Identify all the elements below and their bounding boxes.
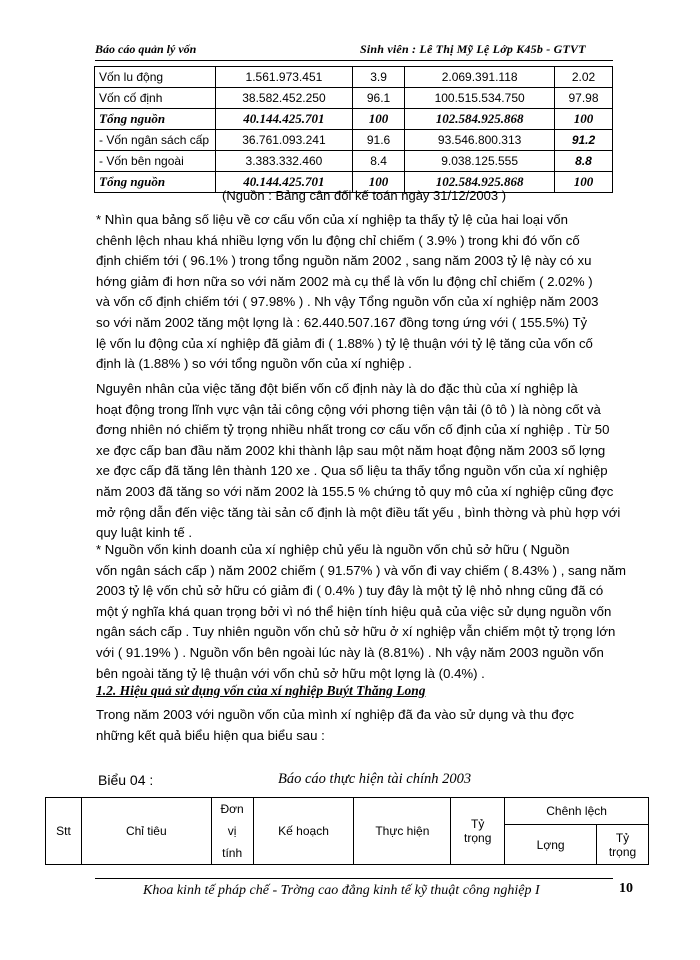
header-ty-trong-l1: Tỷ — [471, 817, 485, 831]
text-line: so với năm 2002 tăng một lợng là : 62.440.507.167 đồng tơng ứng với ( 155.5%) Tỷ — [96, 314, 588, 330]
header-ty-trong-l2: trọng — [464, 831, 492, 845]
text-line: đơng nhiên nó chiếm tỷ trọng nhiều nhất trong cơ cấu vốn cố định của xí nghiệp . Từ 50 — [96, 422, 610, 438]
table-row — [95, 130, 613, 151]
table-label: Biểu 04 : — [98, 772, 154, 788]
cell-p2002: 8.4 — [352, 151, 404, 172]
text-line: một ý nghĩa khá quan trọng bởi vì nó thể hiện tính hiệu quả của việc sử dụng nguồn vốn — [96, 603, 612, 619]
text-line: định là (1.88% ) so với tổng nguồn vốn của xí nghiệp . — [96, 356, 412, 372]
source-note: (Nguồn : Bảng cân đối kế toán ngày 31/12/2003 ) — [222, 188, 507, 203]
header-cl-ty-l2: trọng — [608, 844, 637, 859]
cell-v2002: 3.383.332.460 — [216, 151, 353, 172]
cell-v2003: 9.038.125.555 — [405, 151, 555, 172]
cell-v2003: 102.584.925.868 — [405, 109, 555, 130]
footer-text: Khoa kinh tế pháp chế - Trờng cao đẳng kinh tế kỹ thuật công nghiệp I — [143, 883, 540, 898]
paragraph-3 — [96, 540, 626, 684]
header-thuc-hien: Thực hiện — [354, 798, 451, 865]
text-line: với ( 91.19% ) . Nguồn vốn bên ngoài lúc này là (8.81%) . Nh vậy năm 2003 nguồn vốn — [96, 644, 604, 660]
table-row — [95, 109, 613, 130]
cell-v2003: 93.546.800.313 — [405, 130, 555, 151]
header-right: Sinh viên : Lê Thị Mỹ Lệ Lớp K45b - GTVT — [360, 42, 586, 56]
paragraph-4 — [96, 705, 616, 746]
cell-v2002: 38.582.452.250 — [216, 88, 353, 109]
cell-p2002: 91.6 — [352, 130, 404, 151]
text-line: Trong năm 2003 với nguồn vốn của mình xí nghiệp đã đa vào sử dụng và thu đợc — [96, 707, 574, 722]
table-title: Báo cáo thực hiện tài chính 2003 — [278, 771, 472, 787]
text-line: và vốn cố định chiếm tới ( 97.98% ) . Nh vậy Tổng nguồn vốn của xí nghiệp năm 2003 — [96, 294, 599, 310]
text-line: quy luật kinh tế . — [96, 525, 193, 541]
cell-p2002: 100 — [352, 172, 404, 193]
header-ty-trong — [451, 798, 505, 865]
header-chi-tieu: Chỉ tiêu — [81, 798, 211, 865]
text-line: Nguyên nhân của việc tăng đột biến vốn cố định này là do đặc thù của xí nghiệp là — [96, 381, 578, 396]
text-line: * Nguồn vốn kinh doanh của xí nghiệp chủ yếu là nguồn vốn chủ sở hữu ( Nguồn — [96, 542, 570, 557]
text-line: định chiếm tới ( 96.1% ) trong tổng nguồn năm 2002 , sang năm 2003 tỷ lệ này có xu — [96, 253, 592, 269]
cell-v2002: 40.144.425.701 — [216, 172, 353, 193]
cell-label: Vốn lu động — [95, 67, 216, 88]
paragraph-2 — [96, 379, 621, 544]
cell-v2002: 36.761.093.241 — [216, 130, 353, 151]
cell-v2003: 100.515.534.750 — [405, 88, 555, 109]
text-line: ngân sách cấp . Tuy nhiên nguồn vốn chủ sở hữu ở xí nghiệp vẫn chiếm một tỷ trọng lớn — [96, 624, 616, 640]
page-number: 10 — [619, 881, 633, 896]
header-don-vi-l3: tính — [222, 846, 243, 860]
text-line: xe đợc cấp đã tăng lên thành 120 xe . Qua số liệu ta thấy tổng nguồn vốn của xí nghiệp — [96, 463, 608, 479]
header-stt: Stt — [46, 798, 82, 865]
header-left: Báo cáo quản lý vốn — [95, 42, 197, 56]
text-line: 2003 tỷ lệ vốn chủ sở hữu có giảm đi ( 0.4% ) tuy đây là một tỷ lệ nhỏ nhng cũng đã có — [96, 583, 604, 599]
text-line: chênh lệch nhau khá nhiều lợng vốn lu động chỉ chiếm ( 3.9% ) trong khi đó vốn cố — [96, 232, 580, 248]
cell-p2003: 8.8 — [555, 151, 613, 172]
cell-label: Vốn cố định — [95, 88, 216, 109]
capital-structure-table — [94, 66, 613, 193]
cell-v2003: 2.069.391.118 — [405, 67, 555, 88]
table-row — [95, 67, 613, 88]
text-line: những kết quả biểu hiện qua biểu sau : — [96, 727, 325, 743]
text-line: xe đợc cấp ban đầu năm 2002 khi thành lập sau một năm hoạt động năm 2003 số lợng — [96, 442, 606, 458]
header-divider — [95, 60, 613, 61]
cell-p2003: 97.98 — [555, 88, 613, 109]
header-cl-ty-trong — [597, 825, 649, 865]
table-row — [95, 151, 613, 172]
cell-p2002: 96.1 — [352, 88, 404, 109]
header-chenh-lech: Chênh lệch — [505, 798, 649, 825]
cell-v2003: 102.584.925.868 — [405, 172, 555, 193]
text-line: vốn ngân sách cấp ) năm 2002 chiếm ( 91.57% ) và vốn đi vay chiếm ( 8.43% ) , sang năm — [96, 562, 626, 578]
cell-label: Tổng nguồn — [95, 172, 216, 193]
footer-divider — [95, 878, 613, 879]
text-line: mở rộng dẫn đến việc tăng tài sản cố định là một điều tất yếu , bình thờng và phù hợp với — [96, 504, 621, 520]
text-line: năm 2003 đã tăng so với năm 2002 là 155.5 % chứng tỏ quy mô của xí nghiệp cũng đợc — [96, 483, 614, 499]
section-title: 1.2. Hiệu quả sử dụng vốn của xí nghiệp Buýt Thăng Long — [96, 683, 426, 698]
text-line: * Nhìn qua bảng số liệu về cơ cấu vốn của xí nghiệp ta thấy tỷ lệ của hai loại vốn — [96, 212, 568, 227]
table-row — [95, 88, 613, 109]
text-line: lệ vốn lu động của xí nghiệp đã giảm đi ( 1.88% ) tỷ lệ thuận với tỷ lệ tăng của vốn cố — [96, 335, 593, 351]
cell-v2002: 1.561.973.451 — [216, 67, 353, 88]
cell-p2003: 91.2 — [555, 130, 613, 151]
paragraph-1 — [96, 210, 616, 375]
cell-p2003: 2.02 — [555, 67, 613, 88]
cell-p2003: 100 — [555, 109, 613, 130]
cell-label: Tổng nguồn — [95, 109, 216, 130]
header-cl-ty-l1: Tỷ — [615, 830, 630, 845]
financial-report-table — [45, 797, 649, 865]
text-line: bên ngoài tăng tỷ lệ thuận với vốn chủ sở hữu một lợng là (0.4%) . — [96, 665, 485, 681]
cell-p2002: 100 — [352, 109, 404, 130]
cell-label: - Vốn bên ngoài — [95, 151, 216, 172]
cell-p2003: 100 — [555, 172, 613, 193]
text-line: hoạt động trong lĩnh vực vận tải công cộng với phơng tiện vận tải (ô tô ) là nòng cốt và — [96, 401, 601, 417]
header-don-vi-l1: Đơn — [220, 802, 244, 816]
cell-label: - Vốn ngân sách cấp — [95, 130, 216, 151]
cell-v2002: 40.144.425.701 — [216, 109, 353, 130]
cell-p2002: 3.9 — [352, 67, 404, 88]
header-ke-hoach: Kế hoạch — [253, 798, 354, 865]
header-don-vi — [211, 798, 253, 865]
header-luong: Lợng — [505, 825, 597, 865]
text-line: hớng giảm đi hơn nữa so với năm 2002 mà cụ thể là vốn lu động chỉ chiếm ( 2.02% ) — [96, 273, 593, 289]
header-don-vi-l2: vị — [227, 824, 237, 838]
